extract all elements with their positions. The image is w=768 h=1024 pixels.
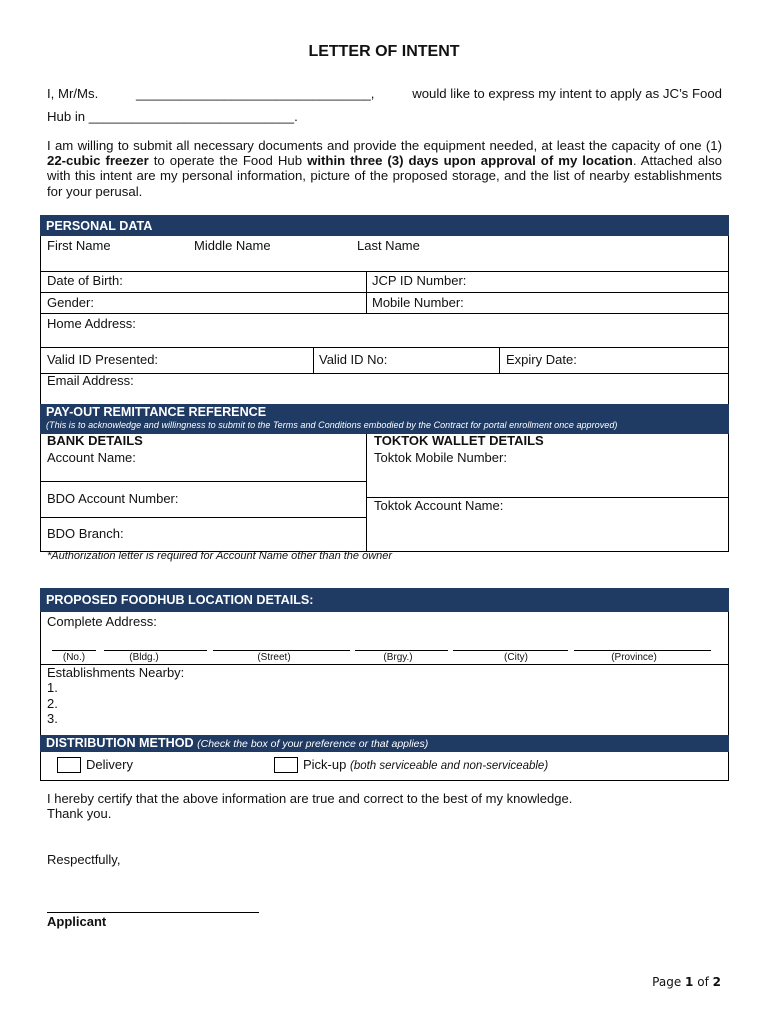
toktok-account-name-label: Toktok Account Name:: [374, 498, 504, 513]
bdo-branch-label: BDO Branch:: [47, 526, 124, 541]
establishment-item-1: 1.: [47, 680, 58, 695]
payout-header: [40, 404, 729, 434]
intro-line-2: Hub in ____________________________.: [47, 109, 298, 124]
gender-label: Gender:: [47, 295, 94, 310]
paragraph-bold-2: within three (3) days upon approval of my location: [307, 153, 633, 169]
bank-details-title: BANK DETAILS: [47, 433, 143, 448]
page-current: 1: [685, 975, 694, 989]
payout-header-title: PAY-OUT REMITTANCE REFERENCE: [46, 405, 267, 419]
row-divider: [40, 313, 729, 314]
valid-id-no-label: Valid ID No:: [319, 352, 388, 367]
intro-prefix: I, Mr/Ms.: [47, 86, 99, 101]
email-address-label: Email Address:: [47, 373, 134, 388]
row-divider: [40, 292, 729, 293]
address-underline: [355, 650, 448, 651]
establishment-item-2: 2.: [47, 696, 58, 711]
authorization-note: *Authorization letter is required for Account Name other than the owner: [47, 550, 393, 562]
paragraph-bold-1: 22-cubic freezer: [47, 153, 149, 169]
column-divider: [366, 434, 367, 552]
page-number: [652, 975, 721, 989]
location-header: PROPOSED FOODHUB LOCATION DETAILS:: [40, 588, 729, 612]
home-address-label: Home Address:: [47, 316, 136, 331]
address-province-label: (Province): [611, 652, 657, 663]
respectfully-text: Respectfully,: [47, 852, 121, 867]
personal-data-header: PERSONAL DATA: [40, 215, 729, 236]
address-underline: [52, 650, 96, 651]
expiry-date-label: Expiry Date:: [506, 352, 577, 367]
complete-address-label: Complete Address:: [47, 614, 157, 629]
middle-name-label: Middle Name: [194, 238, 271, 253]
intro-name-blank: ________________________________,: [136, 86, 375, 101]
row-divider: [40, 517, 366, 518]
payout-header-subtitle: (This is to acknowledge and willingness to submit to the Terms and Conditions embodied by the Contract for portal enrollment once approved): [46, 420, 618, 430]
address-underline: [453, 650, 568, 651]
delivery-checkbox[interactable]: [57, 757, 81, 773]
address-bldg-label: (Bldg.): [129, 652, 159, 663]
row-divider: [40, 481, 366, 482]
row-divider: [40, 373, 729, 374]
row-divider: [40, 271, 729, 272]
date-of-birth-label: Date of Birth:: [47, 273, 123, 288]
intro-line-1: [47, 86, 722, 101]
toktok-mobile-label: Toktok Mobile Number:: [374, 450, 507, 465]
intro-suffix: would like to express my intent to apply as JC’s Food: [412, 86, 722, 101]
toktok-wallet-title: TOKTOK WALLET DETAILS: [374, 433, 544, 448]
address-underline: [574, 650, 711, 651]
pickup-note: (both serviceable and non-serviceable): [349, 760, 549, 772]
establishment-item-3: 3.: [47, 711, 58, 726]
distribution-note: (Check the box of your preference or that applies): [197, 738, 429, 750]
intent-paragraph: [47, 138, 722, 199]
page-of: of: [697, 975, 709, 989]
column-divider: [499, 347, 500, 373]
paragraph-part-2: to operate the Food Hub: [148, 153, 308, 169]
column-divider: [313, 347, 314, 373]
distribution-title: DISTRIBUTION METHOD: [46, 736, 194, 750]
row-divider: [40, 347, 729, 348]
applicant-label: Applicant: [47, 914, 107, 929]
certification-text: I hereby certify that the above information are true and correct to the best of my knowledge.: [47, 791, 573, 806]
thank-you-text: Thank you.: [47, 806, 112, 821]
last-name-label: Last Name: [357, 238, 420, 253]
pickup-option: [303, 757, 548, 772]
delivery-label: Delivery: [86, 757, 133, 772]
address-city-label: (City): [504, 652, 528, 663]
bdo-account-number-label: BDO Account Number:: [47, 491, 179, 506]
address-brgy-label: (Brgy.): [383, 652, 413, 663]
account-name-label: Account Name:: [47, 450, 136, 465]
first-name-label: First Name: [47, 238, 111, 253]
signature-line: [47, 912, 259, 913]
pickup-label: Pick-up: [303, 757, 347, 772]
jcp-id-label: JCP ID Number:: [372, 273, 467, 288]
valid-id-label: Valid ID Presented:: [47, 352, 159, 367]
address-underline: [104, 650, 207, 651]
establishments-label: Establishments Nearby:: [47, 665, 185, 680]
address-no-label: (No.): [62, 652, 86, 663]
paragraph-part-1: I am willing to submit all necessary documents and provide the equipment needed, at least the capacity of one (1): [47, 138, 722, 153]
mobile-number-label: Mobile Number:: [372, 295, 464, 310]
address-underline: [213, 650, 350, 651]
page-title: LETTER OF INTENT: [308, 43, 460, 60]
page-total: 2: [712, 975, 721, 989]
page-label: Page: [652, 975, 682, 989]
paragraph-part-3: . Attached also with this intent are my personal information, picture of the proposed storage, and the list of nearby establishments for your perusal.: [47, 153, 723, 199]
address-street-label: (Street): [257, 652, 291, 663]
pickup-checkbox[interactable]: [274, 757, 298, 773]
distribution-header: [40, 735, 729, 752]
